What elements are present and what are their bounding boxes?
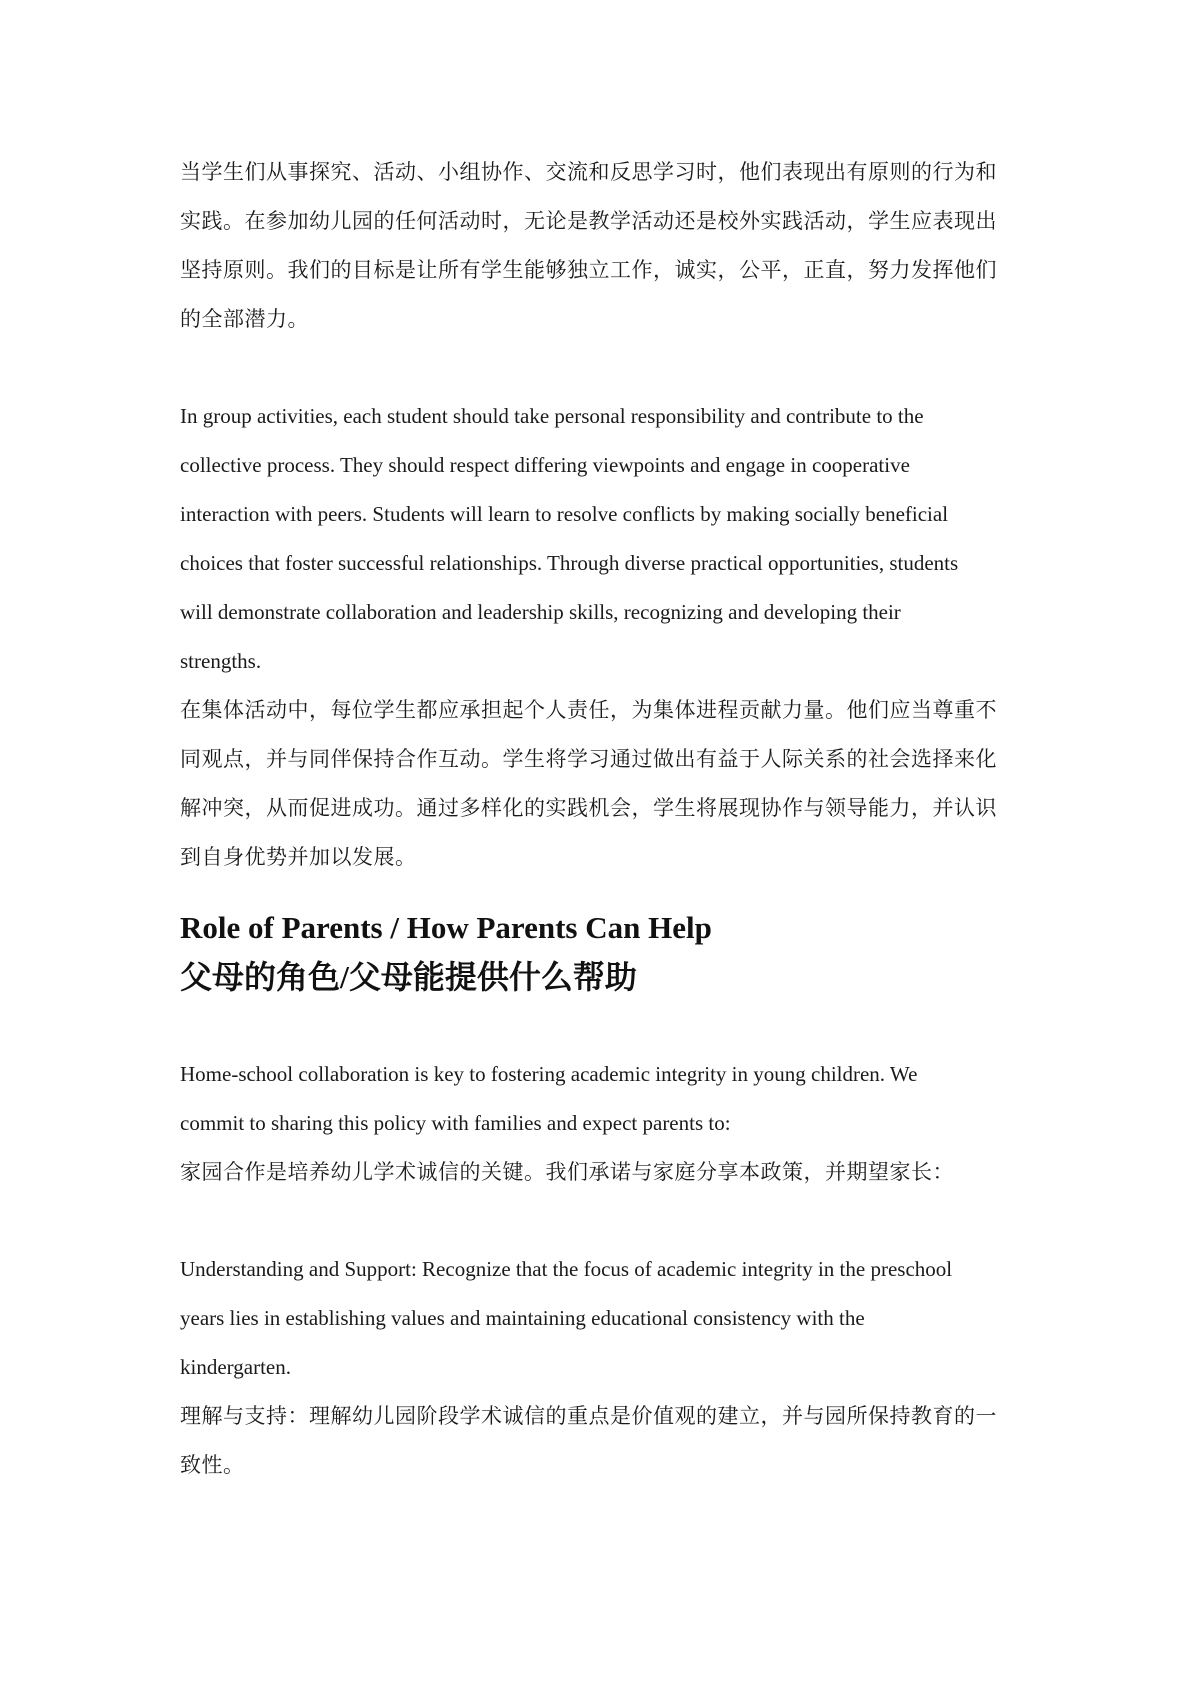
text-line: interaction with peers. Students will learn to resolve conflicts by making socially beneficial	[180, 502, 949, 526]
paragraph-understanding-support-en	[180, 1245, 1020, 1392]
text-line: 坚持原则。我们的目标是让所有学生能够独立工作，诚实，公平，正直，努力发挥他们	[180, 258, 997, 282]
text-line: 当学生们从事探究、活动、小组协作、交流和反思学习时，他们表现出有原则的行为和	[180, 160, 997, 184]
paragraph-understanding-support-zh	[180, 1392, 1020, 1490]
text-line: Home-school collaboration is key to fostering academic integrity in young children. We	[180, 1062, 918, 1086]
text-line: kindergarten.	[180, 1355, 291, 1379]
spacer	[180, 1002, 1020, 1050]
section-heading-zh: 父母的角色/父母能提供什么帮助	[180, 959, 637, 995]
text-line: 同观点，并与同伴保持合作互动。学生将学习通过做出有益于人际关系的社会选择来化	[180, 747, 997, 771]
text-line: strengths.	[180, 649, 262, 673]
text-line: commit to sharing this policy with families and expect parents to:	[180, 1111, 731, 1135]
text-line: will demonstrate collaboration and leadership skills, recognizing and developing their	[180, 600, 901, 624]
paragraph-home-school-zh	[180, 1148, 1020, 1197]
document-page	[180, 148, 1020, 1490]
text-line: 的全部潜力。	[180, 307, 309, 331]
text-line: Understanding and Support: Recognize that the focus of academic integrity in the preschool	[180, 1257, 953, 1281]
spacer	[180, 1197, 1020, 1245]
text-line: 家园合作是培养幼儿学术诚信的关键。我们承诺与家庭分享本政策，并期望家长：	[180, 1160, 954, 1184]
text-line: collective process. They should respect differing viewpoints and engage in cooperative	[180, 453, 910, 477]
paragraph-group-activities-en	[180, 392, 1020, 686]
section-heading-en: Role of Parents / How Parents Can Help	[180, 910, 712, 945]
text-line: years lies in establishing values and maintaining educational consistency with the	[180, 1306, 865, 1330]
text-line: 解冲突，从而促进成功。通过多样化的实践机会，学生将展现协作与领导能力，并认识	[180, 796, 997, 820]
text-line: 到自身优势并加以发展。	[180, 845, 417, 869]
text-line: choices that foster successful relationships. Through diverse practical opportunities, students	[180, 551, 959, 575]
text-line: In group activities, each student should take personal responsibility and contribute to the	[180, 404, 924, 428]
text-line: 实践。在参加幼儿园的任何活动时，无论是教学活动还是校外实践活动，学生应表现出	[180, 209, 997, 233]
spacer	[180, 344, 1020, 392]
text-line: 致性。	[180, 1453, 245, 1477]
text-line: 理解与支持：理解幼儿园阶段学术诚信的重点是价值观的建立，并与园所保持教育的一	[180, 1404, 997, 1428]
paragraph-home-school-en	[180, 1050, 1020, 1148]
paragraph-principled-zh	[180, 148, 1020, 344]
paragraph-group-activities-zh	[180, 686, 1020, 882]
text-line: 在集体活动中，每位学生都应承担起个人责任，为集体进程贡献力量。他们应当尊重不	[180, 698, 997, 722]
spacer	[180, 882, 1020, 904]
